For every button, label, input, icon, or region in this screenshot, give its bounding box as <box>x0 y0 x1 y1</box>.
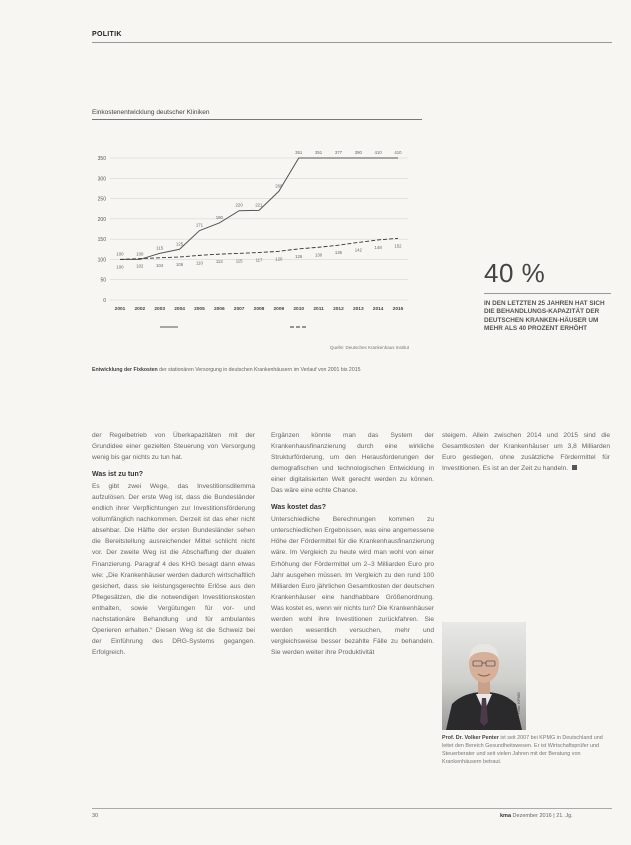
y-tick-label-0: 0 <box>103 298 106 304</box>
article-column-1 <box>92 430 255 658</box>
data-label-0-8: 268 <box>275 183 283 189</box>
data-label-1-4: 110 <box>195 260 203 266</box>
x-tick-label-7: 2008 <box>253 307 265 312</box>
callout-value: 40 % <box>484 258 546 288</box>
data-label-0-1: 100 <box>136 251 144 257</box>
x-tick-label-13: 2014 <box>372 307 384 312</box>
x-tick-label-4: 2005 <box>194 307 205 312</box>
data-label-1-9: 126 <box>295 253 303 259</box>
y-tick-label-2: 100 <box>97 257 106 264</box>
data-label-0-7: 221 <box>255 202 263 208</box>
data-label-0-12: 390 <box>354 150 362 155</box>
y-tick-label-1: 50 <box>100 277 106 284</box>
data-label-0-0: 100 <box>116 251 124 257</box>
article-column-2 <box>271 430 434 658</box>
column-2-paragraph-1: Ergänzen könnte man das System der Krankenhausfinanzierung durch eine wirkliche Strukturförderung, um den Herausforderungen der demografischen und technologischen Entwicklung in einer digitalisierten Welt gerecht werden zu können. Das wäre eine echte Chance. <box>271 432 434 495</box>
data-label-1-6: 115 <box>235 258 243 264</box>
data-label-1-13: 148 <box>374 244 382 250</box>
data-label-1-14: 152 <box>394 243 402 249</box>
data-label-0-6: 220 <box>235 202 243 208</box>
footer-right: kma Dezember 2016 | 21. Jg. <box>500 813 573 819</box>
data-label-0-10: 351 <box>314 150 323 155</box>
column-1-paragraph-1: der Regelbetrieb von Überkapazitäten mit der Grundidee einer gezielten Steuerung von Versorgung wenig bis gar nichts zu tun hat. <box>92 432 255 462</box>
author-portrait-icon <box>442 622 526 730</box>
x-tick-label-11: 2012 <box>333 307 344 312</box>
end-mark-icon <box>572 465 577 470</box>
x-tick-label-9: 2010 <box>293 307 305 312</box>
data-label-1-0: 100 <box>116 264 124 270</box>
column-1-paragraph-2: Es gibt zwei Wege, das Investitionsdilemma aufzulösen. Der erste Weg ist, dass die Bundesländer endlich ihrer Verpflichtungen zur Investitionsförderung vollumfänglich nachkommen. Derzeit ist das eher nicht absehbar. Die Hälfte der ersten Bundesländer sehen die Bereitstellung ausreichender Mittel schlicht nicht vor. Der zweite Weg ist die Abschaffung der dualen Finanzierung. Paragraf 4 des KHG besagt dann etwas wie: „Die Krankenhäuser werden dadurch wirtschaftlich gesichert, dass sie leistungsgerechte Erlöse aus den Pflegesätzen, die die notwendigen Investitionskosten enthalten, sowie Vergütungen für vor- und nachstationäre Behandlung und für ambulantes Operieren erhalten.“ Diesen Weg ist die Schweiz bei der Einführung des DRG-Systems gegangen. Erfolgreich. <box>92 483 255 656</box>
chart-caption-bold: Entwicklung der Fixkosten <box>92 367 158 373</box>
data-label-0-14: 410 <box>394 150 402 155</box>
data-label-0-5: 190 <box>215 214 223 220</box>
x-tick-label-0: 2001 <box>114 307 126 312</box>
line-chart <box>90 150 420 340</box>
section-label: POLITIK <box>92 31 122 38</box>
x-tick-label-1: 2002 <box>134 307 146 312</box>
data-label-1-11: 135 <box>334 250 343 256</box>
article-column-3 <box>442 430 610 474</box>
data-label-1-5: 113 <box>215 259 223 265</box>
chart-source: Quelle: Deutsches Krankenhaus Institut <box>330 345 410 350</box>
data-label-1-12: 142 <box>354 247 362 253</box>
photo-credit: Foto: KPMG <box>516 692 521 715</box>
magazine-brand: kma <box>500 813 512 819</box>
callout-text: IN DEN LETZTEN 25 JAHREN HAT SICH DIE BEHANDLUNGS-KAPAZITÄT DER DEUTSCHEN KRANKEN-HÄUSER UM MEHR ALS 40 PROZENT ERHÖHT <box>484 300 605 333</box>
data-label-1-1: 102 <box>136 263 144 269</box>
chart-caption <box>92 367 422 375</box>
data-label-1-10: 130 <box>314 252 323 258</box>
author-photo <box>442 622 526 730</box>
column-3-text: steigern. Allein zwischen 2014 und 2015 sind die Gesamtkosten der Krankenhäuser um 3,8 Milliarden Euro gestiegen, ohne zusätzliche Fördermittel für Investitionen. Es ist an der Zeit zu handeln. <box>442 432 610 473</box>
issue-date: Dezember 2016 <box>512 813 552 819</box>
x-tick-label-12: 2013 <box>352 307 364 312</box>
top-divider <box>92 42 612 43</box>
x-tick-label-6: 2007 <box>233 307 245 312</box>
data-label-0-3: 125 <box>175 241 184 247</box>
heading-what-does-it-cost: Was kostet das? <box>271 504 326 512</box>
footer-rule <box>92 808 612 809</box>
y-tick-label-7: 350 <box>97 156 106 162</box>
data-label-1-7: 117 <box>255 257 263 263</box>
author-bio: ist seit 2007 bei KPMG in Deutschland und leitet den Bereich Gesundheitswesen. Er ist Wirtschaftsprüfer und Steuerberater und seit vielen Jahren mit der Beratung von Krankenhäusern betraut. <box>442 735 603 766</box>
y-tick-label-3: 150 <box>97 237 106 244</box>
data-label-0-4: 171 <box>195 222 204 228</box>
page-number-left: 30 <box>92 813 99 819</box>
author-name: Prof. Dr. Volker Penter <box>442 735 499 741</box>
x-tick-label-8: 2009 <box>273 307 285 312</box>
x-tick-label-3: 2004 <box>174 307 185 312</box>
data-label-0-13: 410 <box>374 150 382 155</box>
author-caption <box>442 734 610 766</box>
data-label-1-2: 104 <box>156 262 164 268</box>
chart-title-rule <box>92 119 422 120</box>
data-label-0-9: 351 <box>295 150 303 155</box>
y-tick-label-5: 250 <box>97 196 106 203</box>
x-tick-label-10: 2011 <box>313 307 324 312</box>
x-tick-label-2: 2003 <box>154 307 166 312</box>
y-tick-label-6: 300 <box>97 176 106 183</box>
page-number-right: 21. Jg. <box>556 813 573 819</box>
data-label-0-2: 115 <box>156 245 164 251</box>
column-2-paragraph-2: Unterschiedliche Berechnungen kommen zu unterschiedlichen Ergebnissen, was eine angemessene Höhe der Fördermittel für die Krankenhausfinanzierung wäre. Im Vergleich zu heute wird man wohl von einer Erhöhung der Fördermittel um 2–3 Milliarden Euro pro Jahr ausgehen müssen. Im Vergleich zu den rund 100 Milliarden Euro jährlichen Gesamtkosten der deutschen Krankenhäuser eine handhabbare Größenordnung. Was kostet es, wenn wir nichts tun? Die Krankenhäuser werden wohl ihre Investitionen zurückfahren. Sie werden wesentlich versuchen, mehr und vergleichsweise besser bezahlte Fälle zu behandeln. Sie werden weiter ihre Produktivität <box>271 516 434 656</box>
x-tick-label-14: 2015 <box>392 307 404 312</box>
callout-rule <box>484 293 611 294</box>
chart-title: Einkostenentwicklung deutscher Kliniken <box>92 109 210 116</box>
x-tick-label-5: 2006 <box>213 307 225 312</box>
data-label-0-11: 377 <box>334 150 343 155</box>
y-tick-label-4: 200 <box>97 216 106 223</box>
data-label-1-8: 120 <box>275 256 283 262</box>
heading-what-to-do: Was ist zu tun? <box>92 471 144 479</box>
column-3-paragraph-1 <box>442 430 610 474</box>
chart-caption-text: der stationären Versorgung in deutschen Krankenhäusern im Verlauf von 2001 bis 2015 <box>157 367 361 373</box>
data-label-1-3: 106 <box>175 261 184 267</box>
